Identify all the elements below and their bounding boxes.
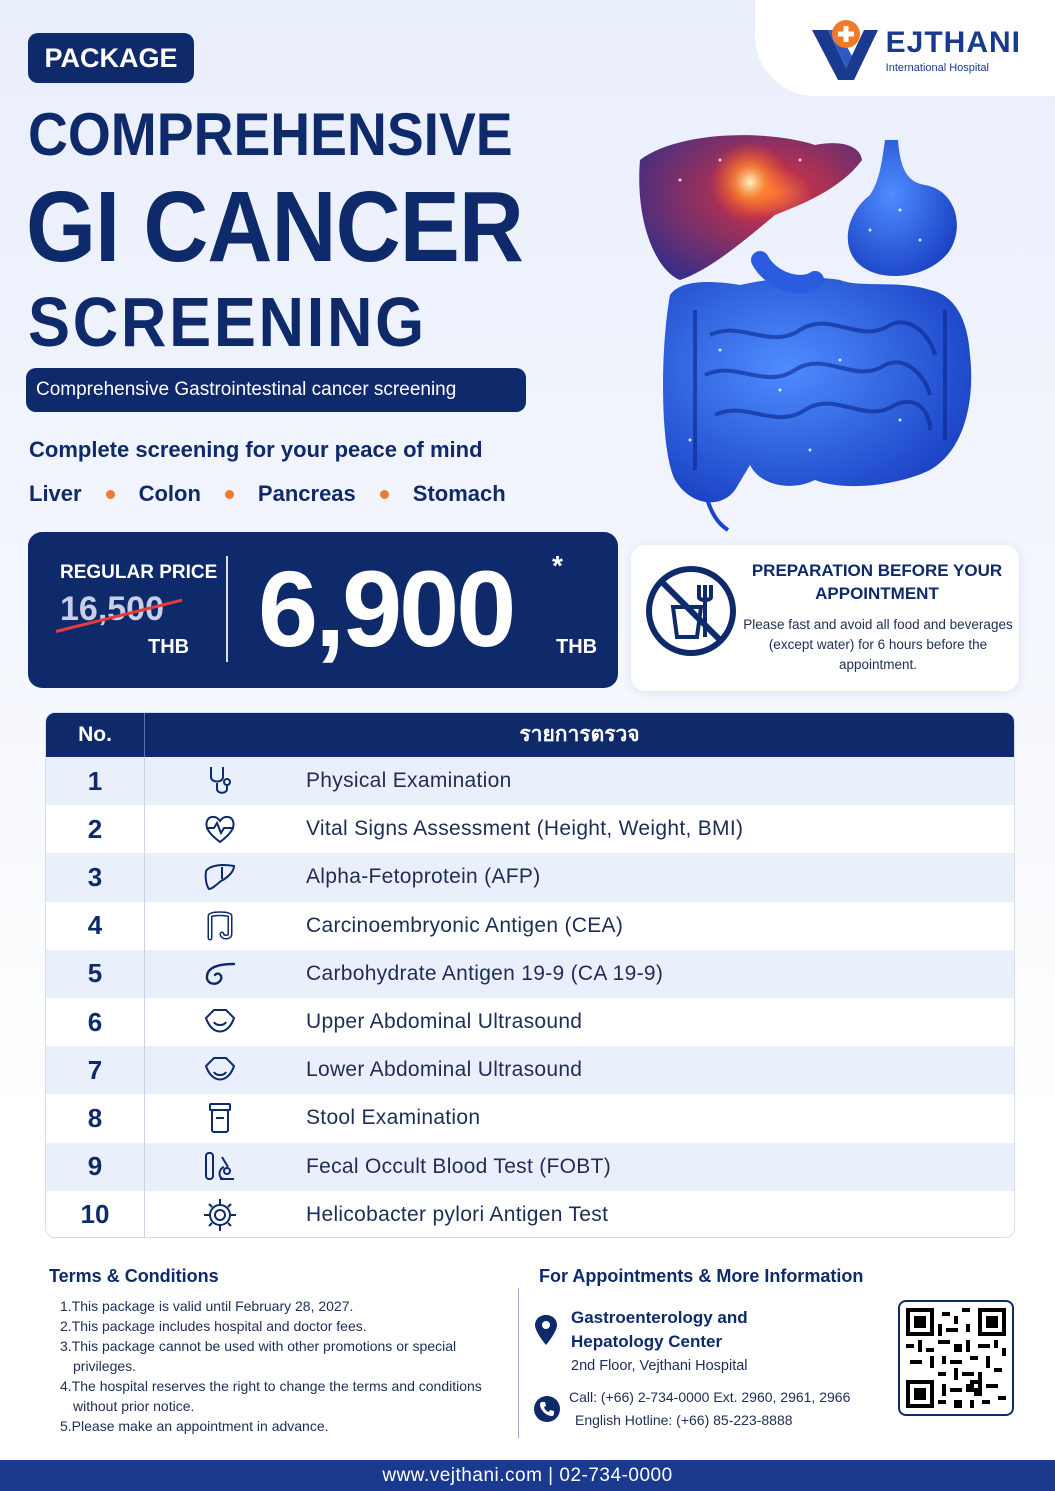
row-text: Carcinoembryonic Antigen (CEA) (306, 913, 624, 937)
row-text: Alpha-Fetoprotein (AFP) (306, 865, 541, 889)
package-badge: PACKAGE (28, 33, 194, 83)
english-hotline[interactable]: English Hotline: (+66) 85-223-8888 (575, 1412, 793, 1428)
row-number: 6 (46, 998, 145, 1046)
row-number: 1 (46, 757, 145, 805)
row-number: 5 (46, 950, 145, 998)
table-row (46, 805, 1014, 853)
organ-list (29, 481, 506, 507)
heart-pulse-icon (145, 811, 295, 847)
terms-item: 3.This package cannot be used with other promotions or special privileges. (60, 1338, 457, 1374)
table-row (46, 1046, 1014, 1094)
row-number: 2 (46, 805, 145, 853)
footer-divider (518, 1288, 519, 1438)
row-number: 8 (46, 1094, 145, 1142)
price-divider (226, 556, 228, 662)
pancreas-icon (145, 956, 295, 992)
table-row (46, 1094, 1014, 1142)
row-text: Upper Abdominal Ultrasound (306, 1010, 583, 1034)
call-number[interactable]: Call: (+66) 2-734-0000 Ext. 2960, 2961, 2966 (569, 1389, 851, 1405)
regular-price-value: 16,500 (60, 590, 164, 628)
organ-colon: Colon (138, 481, 201, 506)
location-pin-icon (533, 1314, 559, 1346)
ultrasound-icon (145, 1052, 295, 1088)
subtitle-pill: Comprehensive Gastrointestinal cancer screening (26, 368, 526, 412)
bullet-dot (106, 490, 115, 499)
preparation-text: Please fast and avoid all food and beverages (except water) for 6 hours before the appointment. (743, 617, 1013, 672)
organ-liver: Liver (29, 481, 82, 506)
logo-v-icon (808, 18, 882, 84)
row-text: Physical Examination (306, 769, 512, 793)
no-food-icon (643, 563, 739, 659)
contact-title: For Appointments & More Information (539, 1266, 864, 1286)
logo-subtitle: International Hospital (885, 62, 989, 74)
special-price-value: 6,900 (258, 548, 514, 669)
ultrasound-icon (145, 1004, 295, 1040)
row-text: Carbohydrate Antigen 19-9 (CA 19-9) (306, 961, 664, 985)
price-asterisk: * (552, 550, 563, 581)
bacteria-icon (145, 1197, 295, 1233)
table-row (46, 1143, 1014, 1191)
regular-price-label: REGULAR PRICE (60, 562, 218, 583)
table-row (46, 950, 1014, 998)
liver-icon (145, 859, 295, 895)
terms-list (60, 1296, 510, 1436)
phone-icon (534, 1396, 560, 1422)
center-name: Gastroenterology and Hepatology Center (571, 1308, 748, 1351)
row-number: 10 (46, 1191, 145, 1238)
terms-item: 2.This package includes hospital and doctor fees. (60, 1318, 367, 1334)
regular-price-unit: THB (148, 636, 190, 658)
table-row (46, 757, 1014, 805)
digestive-system-illustration (600, 120, 1020, 540)
terms-item: 5.Please make an appointment in advance. (60, 1418, 329, 1434)
row-text: Helicobacter pylori Antigen Test (306, 1202, 609, 1226)
terms-title: Terms & Conditions (49, 1266, 219, 1286)
row-text: Lower Abdominal Ultrasound (306, 1058, 583, 1082)
screening-table (45, 712, 1015, 1238)
table-row (46, 853, 1014, 901)
tagline: Complete screening for your peace of mind (29, 437, 483, 462)
row-number: 3 (46, 853, 145, 901)
logo-name: EJTHANI (885, 26, 1021, 59)
row-number: 4 (46, 902, 145, 950)
specimen-jar-icon (145, 1100, 295, 1136)
table-row (46, 902, 1014, 950)
bullet-dot (225, 490, 234, 499)
terms-item: 4.The hospital reserves the right to change the terms and conditions without prior notice. (60, 1378, 482, 1414)
price-box (28, 532, 618, 688)
organ-pancreas: Pancreas (257, 481, 356, 506)
header-no: No. (46, 713, 145, 757)
center-floor: 2nd Floor, Vejthani Hospital (571, 1358, 748, 1374)
title-line-1: COMPREHENSIVE (28, 101, 513, 168)
table-row (46, 998, 1014, 1046)
test-tube-microscope-icon (145, 1149, 295, 1185)
special-price-unit: THB (556, 636, 598, 658)
row-text: Stool Examination (306, 1106, 481, 1130)
header-item: รายการตรวจ (519, 723, 640, 746)
preparation-title: PREPARATION BEFORE YOUR APPOINTMENT (751, 561, 1003, 603)
row-number: 7 (46, 1046, 145, 1094)
row-text: Vital Signs Assessment (Height, Weight, BMI) (306, 817, 744, 841)
row-text: Fecal Occult Blood Test (FOBT) (306, 1154, 612, 1178)
organ-stomach: Stomach (412, 481, 506, 506)
title-line-3: SCREENING (28, 283, 427, 361)
stethoscope-icon (145, 763, 295, 799)
hospital-logo[interactable] (808, 18, 1021, 84)
qr-code[interactable] (898, 1300, 1014, 1416)
colon-icon (145, 908, 295, 944)
terms-item: 1.This package is valid until February 28, 2027. (60, 1298, 354, 1314)
title-line-2: GI CANCER (26, 171, 523, 283)
bullet-dot (380, 490, 389, 499)
footer-bar[interactable]: www.vejthani.com | 02-734-0000 (0, 1460, 1055, 1491)
preparation-box (631, 545, 1019, 691)
table-header (46, 713, 1014, 757)
table-row (46, 1191, 1014, 1238)
row-number: 9 (46, 1143, 145, 1191)
